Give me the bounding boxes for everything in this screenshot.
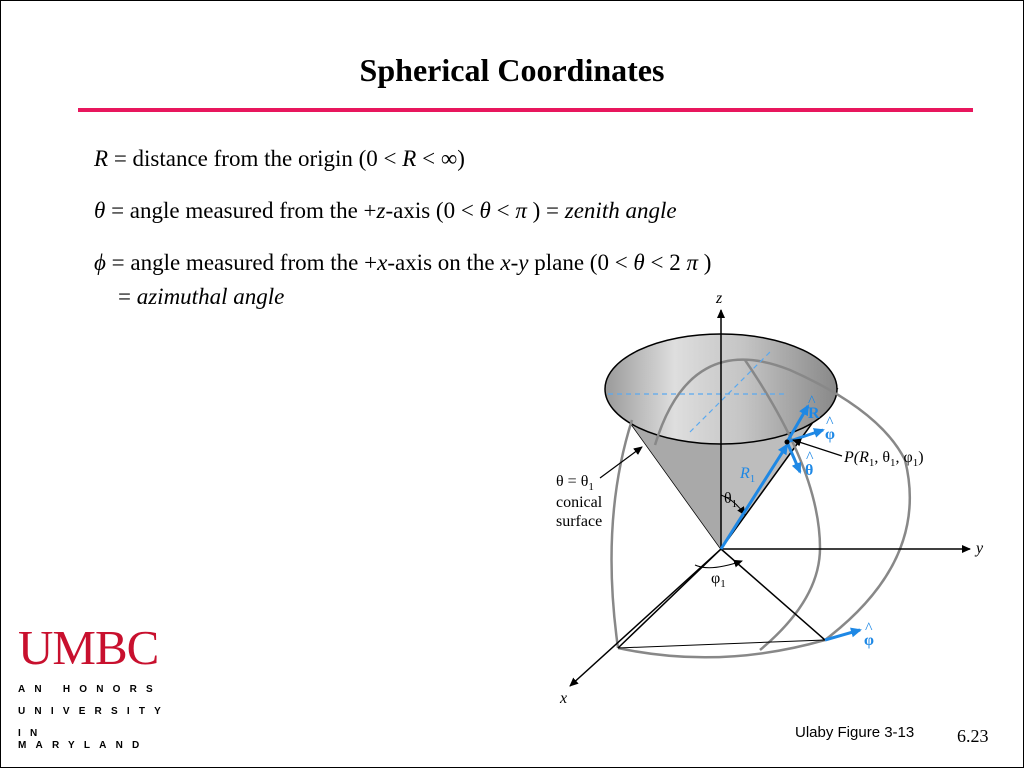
phi-hat-mark-2: ^ — [865, 620, 873, 637]
sphere-arc-right — [825, 460, 910, 640]
cone-label-1: $\theta = \theta_1$ — [556, 473, 594, 493]
figure-credit: Ulaby Figure 3-13 — [795, 724, 915, 741]
z-axis-label: z — [716, 290, 723, 307]
r-hat-mark: ^ — [808, 393, 816, 410]
theta-hat-label: θ — [805, 462, 814, 479]
theta-hat-mark: ^ — [806, 449, 814, 466]
slide-title: Spherical Coordinates — [359, 52, 665, 88]
x-axis — [570, 549, 721, 686]
r1-label: $R_1$ — [740, 465, 756, 485]
cone-label-3: surface — [556, 513, 603, 530]
definition-phi-name: = azimuthal angle — [118, 284, 285, 309]
sphere-arc-bottom — [618, 640, 825, 657]
definition-phi: ϕ = angle measured from the +x-axis on the x-y plane (0 < θ < 2 π ) — [94, 250, 712, 275]
phi-hat-label-2: φ — [864, 632, 874, 649]
page-number: 6.23 — [957, 726, 989, 746]
x-axis-label: x — [560, 690, 568, 707]
sphere-arc-left — [612, 420, 632, 648]
umbc-logo — [18, 618, 171, 751]
umbc-wordmark: UMBC — [18, 620, 159, 675]
definition-r: R = distance from the origin (0 < R < ∞) — [94, 146, 465, 171]
theta1-label: $\theta_1$ — [724, 490, 738, 510]
logo-tagline-2: UNIVERSITY — [18, 706, 171, 717]
r-hat-label: R — [808, 405, 820, 422]
phi-hat-mark: ^ — [826, 414, 834, 431]
point-p-label: $P(R_1$, $\theta_1$, $\varphi_1$) — [844, 449, 924, 469]
y-axis-label: y — [976, 540, 984, 557]
phi-hat-label: φ — [825, 426, 835, 443]
logo-tagline-3: IN MARYLAND — [18, 728, 149, 751]
logo-tagline-1: AN HONORS — [18, 684, 162, 695]
phi1-label: $\varphi_1$ — [711, 570, 726, 590]
cone-label-2: conical — [556, 494, 603, 511]
definition-theta: θ = angle measured from the +z-axis (0 < θ < π ) = zenith angle — [94, 198, 677, 223]
